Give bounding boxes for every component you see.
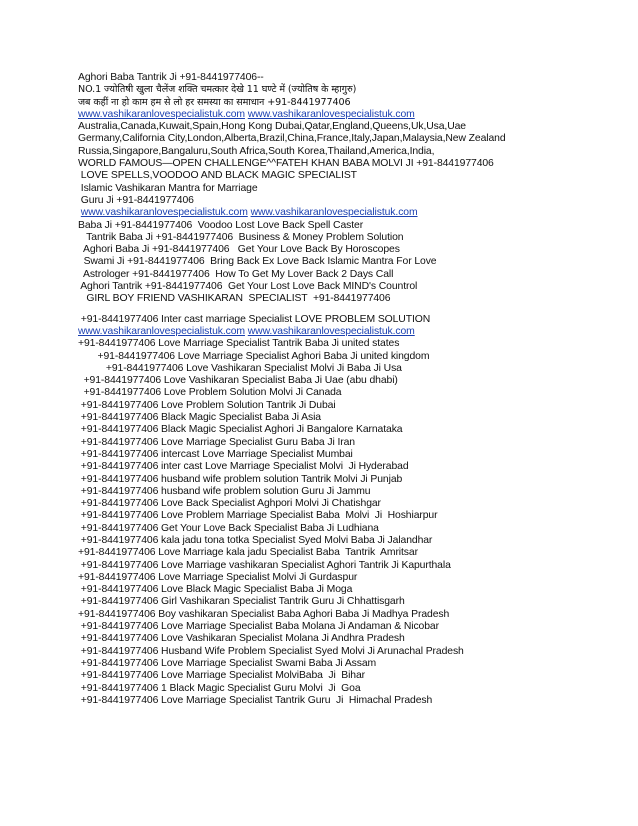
list-item: +91-8441977406 Love Vashikaran Specialist Molana Ji Andhra Pradesh: [78, 633, 405, 645]
list-item: +91-8441977406 Girl Vashikaran Specialist Tantrik Guru Ji Chhattisgarh: [78, 596, 405, 608]
country-line: Australia,Canada,Kuwait,Spain,Hong Kong Dubai,Qatar,England,Queens,Uk,Usa,Uae: [78, 121, 466, 133]
hindi-headline: NO.1 ज्योतिषी खुला चैलेंज शक्ति चमत्कार देखे 11 घण्टे में (ज्योतिष के म्हागुरु): [78, 84, 357, 96]
list-item: +91-8441977406 Love Marriage Specialist Swami Baba Ji Assam: [78, 657, 377, 669]
list-item: +91-8441977406 Love Marriage Specialist Aghori Baba Ji united kingdom: [78, 350, 430, 362]
block-b: [78, 220, 598, 306]
list-item: +91-8441977406 Love Marriage Specialist Baba Molana Ji Andaman & Nicobar: [78, 621, 439, 633]
hindi-subline: जब कहीं ना हो काम हम से लो हर समस्या का समाधान +91-8441977406: [78, 96, 351, 108]
text-line: Aghori Tantrik +91-8441977406 Get Your Lost Love Back MIND's Countrol: [78, 281, 418, 293]
list-item: +91-8441977406 kala jadu tona totka Specialist Syed Molvi Baba Ji Jalandhar: [78, 534, 433, 546]
website-link[interactable]: www.vashikaranlovespecialistuk.com: [78, 108, 245, 120]
text-line: Aghori Baba Ji +91-8441977406 Get Your Love Back By Horoscopes: [78, 244, 400, 256]
list-item: +91-8441977406 husband wife problem solution Guru Ji Jammu: [78, 485, 371, 497]
text-line: Guru Ji +91-8441977406: [78, 194, 194, 206]
text-line: Islamic Vashikaran Mantra for Marriage: [78, 182, 258, 194]
list-item: +91-8441977406 1 Black Magic Specialist Guru Molvi Ji Goa: [78, 682, 361, 694]
website-link[interactable]: www.vashikaranlovespecialistuk.com: [247, 325, 415, 337]
link-row-3: [78, 326, 598, 338]
list-item: +91-8441977406 Black Magic Specialist Aghori Ji Bangalore Karnataka: [78, 424, 403, 436]
title-line: Aghori Baba Tantrik Ji +91-8441977406--: [78, 72, 264, 83]
list-item: +91-8441977406 Love Marriage Specialist MolviBaba Ji Bihar: [78, 670, 366, 682]
text-line: Astrologer +91-8441977406 How To Get My Lover Back 2 Days Call: [78, 268, 394, 280]
list-item: +91-8441977406 husband wife problem solution Tantrik Molvi Ji Punjab: [78, 473, 403, 485]
list-item: +91-8441977406 Love Problem Marriage Specialist Baba Molvi Ji Hoshiarpur: [78, 510, 438, 522]
country-line: Germany,California City,London,Alberta,Brazil,China,France,Italy,Japan,Malaysia,New Zealand: [78, 133, 506, 145]
specialist-list: [78, 338, 598, 707]
list-item: +91-8441977406 Boy vashikaran Specialist Baba Aghori Baba Ji Madhya Pradesh: [78, 608, 450, 620]
list-item: +91-8441977406 Love Marriage Specialist Tantrik Baba Ji united states: [78, 338, 400, 350]
solution-line: +91-8441977406 Inter cast marriage Specialist LOVE PROBLEM SOLUTION: [78, 313, 431, 325]
list-item: +91-8441977406 Love Marriage Specialist Tantrik Guru Ji Himachal Pradesh: [78, 694, 433, 706]
country-list: [78, 121, 598, 158]
list-item: +91-8441977406 Love Black Magic Specialist Baba Ji Moga: [78, 584, 353, 596]
website-link[interactable]: www.vashikaranlovespecialistuk.com: [78, 325, 245, 337]
list-item: +91-8441977406 Love Marriage kala jadu Specialist Baba Tantrik Amritsar: [78, 547, 418, 559]
website-link[interactable]: www.vashikaranlovespecialistuk.com: [250, 207, 418, 219]
link-row-2: [78, 207, 598, 219]
website-link[interactable]: www.vashikaranlovespecialistuk.com: [247, 108, 415, 120]
list-item: +91-8441977406 Love Marriage vashikaran Specialist Aghori Tantrik Ji Kapurthala: [78, 559, 451, 571]
list-item: +91-8441977406 Love Vashikaran Specialist Baba Ji Uae (abu dhabi): [78, 375, 398, 387]
list-item: +91-8441977406 Love Problem Solution Tantrik Ji Dubai: [78, 399, 336, 411]
text-line: Tantrik Baba Ji +91-8441977406 Business & Money Problem Solution: [78, 231, 404, 243]
list-item: +91-8441977406 inter cast Love Marriage Specialist Molvi Ji Hyderabad: [78, 461, 409, 473]
text-line: Baba Ji +91-8441977406 Voodoo Lost Love Back Spell Caster: [78, 219, 364, 231]
list-item: +91-8441977406 Love Problem Solution Molvi Ji Canada: [78, 387, 342, 399]
list-item: +91-8441977406 Black Magic Specialist Baba Ji Asia: [78, 412, 321, 424]
list-item: +91-8441977406 Love Marriage Specialist Guru Baba Ji Iran: [78, 436, 355, 448]
website-link[interactable]: www.vashikaranlovespecialistuk.com: [80, 207, 248, 219]
list-item: +91-8441977406 Husband Wife Problem Specialist Syed Molvi Ji Arunachal Pradesh: [78, 645, 464, 657]
text-line: Swami Ji +91-8441977406 Bring Back Ex Love Back Islamic Mantra For Love: [78, 256, 437, 268]
list-item: +91-8441977406 Love Back Specialist Aghpori Molvi Ji Chatishgar: [78, 498, 381, 510]
document-body: [78, 72, 598, 707]
paragraph-gap: [78, 306, 598, 314]
link-row-1: [78, 109, 598, 121]
text-line: GIRL BOY FRIEND VASHIKARAN SPECIALIST +91-8441977406: [78, 293, 391, 305]
list-item: +91-8441977406 Love Vashikaran Specialist Molvi Ji Baba Ji Usa: [78, 362, 402, 374]
block-a: [78, 158, 598, 207]
country-line: Russia,Singapore,Bangaluru,South Africa,South Korea,Thailand,America,India,: [78, 145, 435, 157]
list-item: +91-8441977406 Love Marriage Specialist Molvi Ji Gurdaspur: [78, 571, 358, 583]
list-item: +91-8441977406 Get Your Love Back Specialist Baba Ji Ludhiana: [78, 522, 379, 534]
text-line: LOVE SPELLS,VOODOO AND BLACK MAGIC SPECIALIST: [78, 170, 357, 182]
list-item: +91-8441977406 intercast Love Marriage Specialist Mumbai: [78, 448, 353, 460]
text-line: WORLD FAMOUS—OPEN CHALLENGE^^FATEH KHAN BABA MOLVI JI +91-8441977406: [78, 158, 494, 170]
